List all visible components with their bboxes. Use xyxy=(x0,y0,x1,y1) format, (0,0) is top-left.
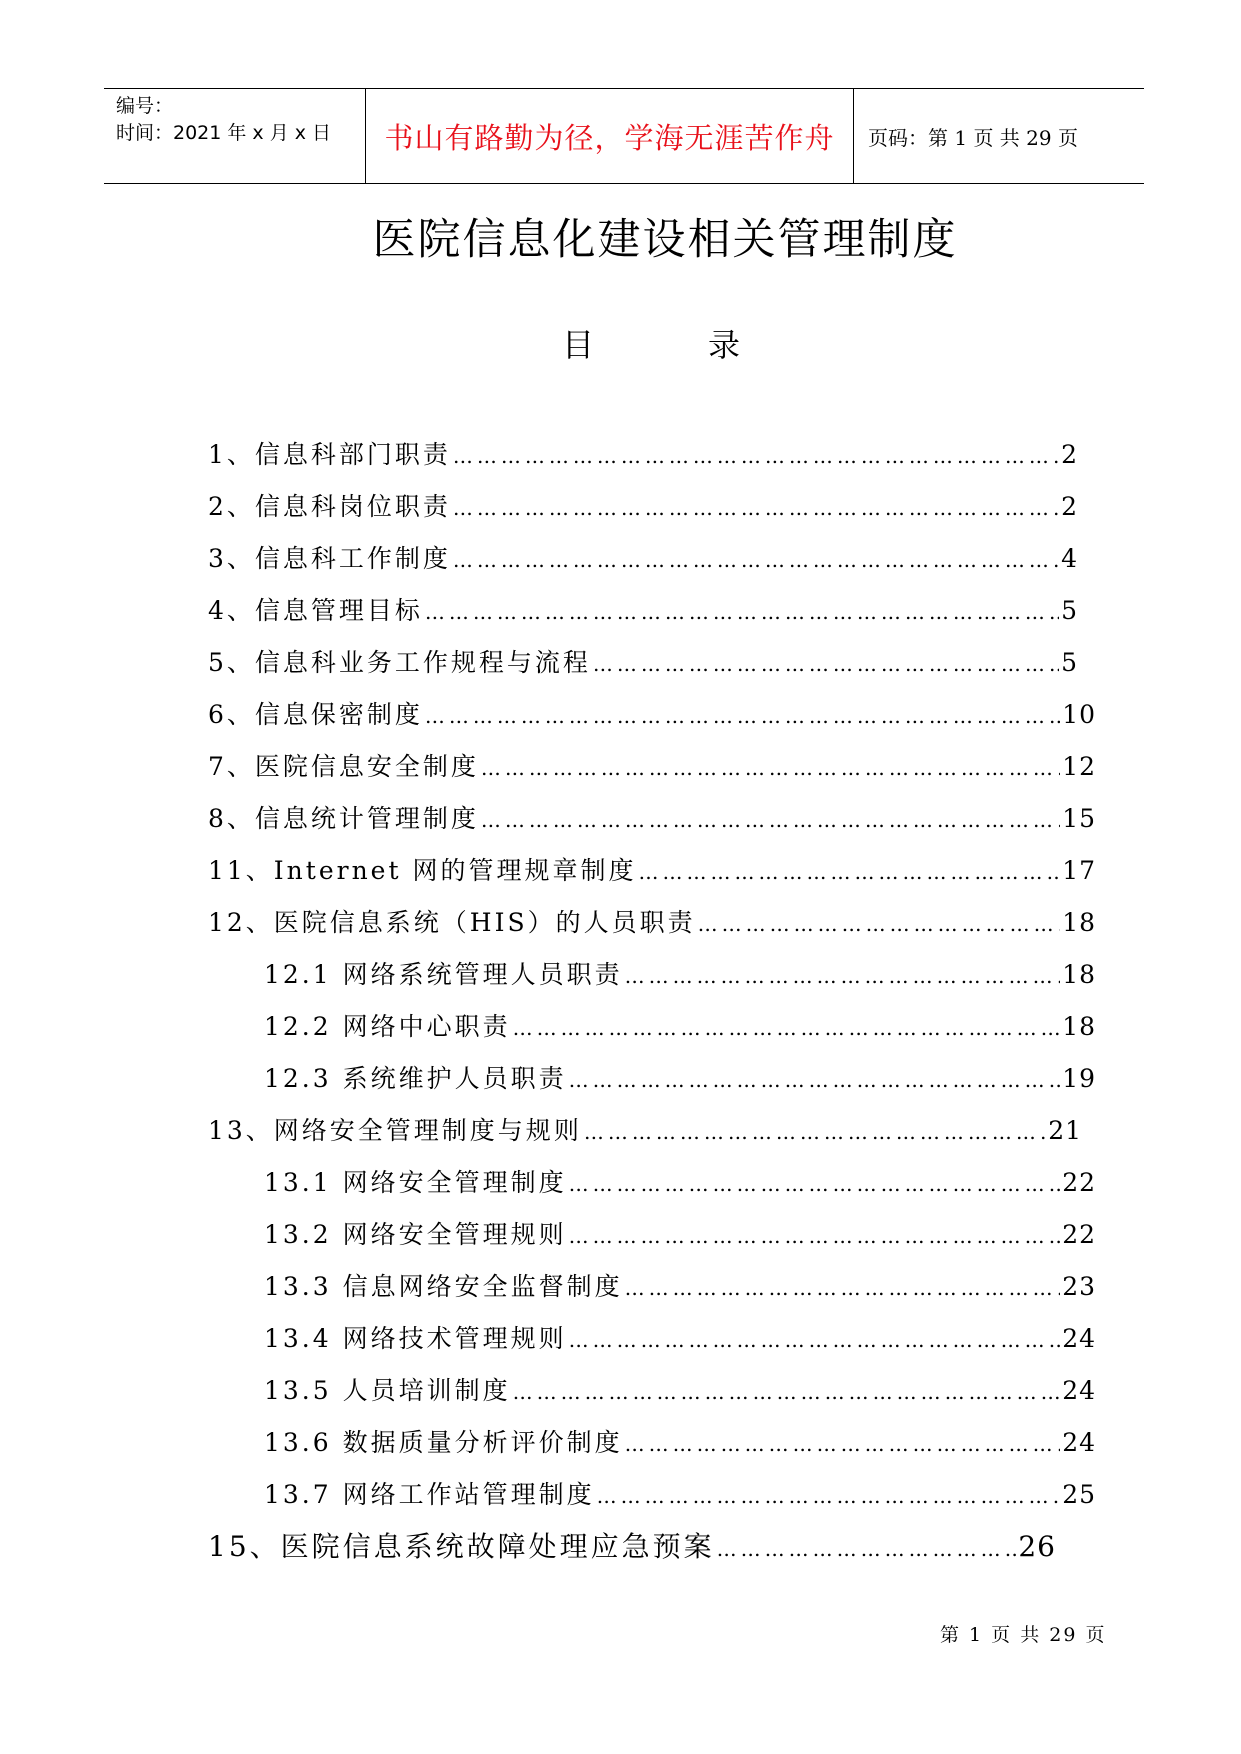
toc-leader xyxy=(584,1120,1046,1144)
toc-entry-page: 12 xyxy=(1062,752,1096,781)
toc-entry[interactable] xyxy=(264,1163,1096,1199)
toc-entry-page: 5 xyxy=(1061,648,1078,677)
toc-leader xyxy=(625,1432,1061,1456)
toc-leader xyxy=(569,1224,1061,1248)
toc-entry-page: 17 xyxy=(1062,856,1096,885)
toc-leader xyxy=(638,860,1060,884)
toc-entry-label: 12、医院信息系统（HIS）的人员职责 xyxy=(208,908,696,937)
toc-entry[interactable] xyxy=(208,695,1096,731)
toc-entry[interactable] xyxy=(264,1007,1096,1043)
toc-entry[interactable] xyxy=(264,1319,1096,1355)
toc-entry[interactable] xyxy=(264,1475,1096,1511)
toc-entry-page: 2 xyxy=(1061,440,1078,469)
toc-entry-label: 2、信息科岗位职责 xyxy=(208,492,451,521)
toc-leader xyxy=(569,1172,1061,1196)
toc-entry-label: 3、信息科工作制度 xyxy=(208,544,451,573)
toc-entry[interactable] xyxy=(264,1371,1096,1407)
toc-entry-label: 12.1 网络系统管理人员职责 xyxy=(264,960,623,989)
toc-entry-page: 24 xyxy=(1062,1376,1096,1405)
toc-leader xyxy=(425,600,1059,624)
header-page-info xyxy=(854,89,1144,183)
toc-leader xyxy=(625,964,1061,988)
toc-entry-page: 25 xyxy=(1062,1480,1096,1509)
toc-entry-label: 13.4 网络技术管理规则 xyxy=(264,1324,567,1353)
page-header xyxy=(104,88,1144,184)
header-meta xyxy=(104,89,366,183)
toc-entry-label: 5、信息科业务工作规程与流程 xyxy=(208,648,591,677)
toc-entry[interactable] xyxy=(264,955,1096,991)
toc-entry-page: 24 xyxy=(1062,1428,1096,1457)
toc-leader xyxy=(698,912,1061,936)
toc-entry[interactable] xyxy=(208,591,1078,627)
toc-entry-page: 2 xyxy=(1061,492,1078,521)
toc-leader xyxy=(481,756,1060,780)
toc-entry-label: 15、医院信息系统故障处理应急预案 xyxy=(208,1530,715,1563)
toc-entry-label: 13.3 信息网络安全监督制度 xyxy=(264,1272,623,1301)
header-motto xyxy=(366,89,854,183)
toc-entry[interactable] xyxy=(208,799,1096,835)
toc-leader xyxy=(597,1484,1061,1508)
toc-entry[interactable] xyxy=(208,1525,1056,1565)
toc-leader xyxy=(593,652,1059,676)
toc-entry-page: 15 xyxy=(1062,804,1096,833)
document-number-label: 编号： xyxy=(116,95,174,117)
toc-entry-page: 26 xyxy=(1018,1530,1056,1563)
toc-entry-label: 8、信息统计管理制度 xyxy=(208,804,479,833)
document-title-text: 医院信息化建设相关管理制度 xyxy=(372,215,958,265)
toc-entry-page: 18 xyxy=(1062,960,1096,989)
toc-entry-label: 6、信息保密制度 xyxy=(208,700,423,729)
toc-entry[interactable] xyxy=(208,435,1078,471)
toc-entry-label: 13.6 数据质量分析评价制度 xyxy=(264,1428,623,1457)
toc-entry-page: 23 xyxy=(1062,1272,1096,1301)
toc-entry[interactable] xyxy=(208,903,1096,939)
toc-entry[interactable] xyxy=(208,539,1078,575)
toc-leader xyxy=(513,1016,1061,1040)
toc-entry[interactable] xyxy=(208,643,1078,679)
toc-entry[interactable] xyxy=(208,747,1096,783)
toc-entry-page: 19 xyxy=(1062,1064,1096,1093)
toc-entry-page: 22 xyxy=(1062,1168,1096,1197)
toc-entry-label: 13.5 人员培训制度 xyxy=(264,1376,511,1405)
toc-leader xyxy=(425,704,1060,728)
toc-leader xyxy=(453,496,1059,520)
toc-entry-label: 4、信息管理目标 xyxy=(208,596,423,625)
toc-entry-page: 5 xyxy=(1061,596,1078,625)
toc-leader xyxy=(717,1537,1017,1561)
toc-entry-label: 12.2 网络中心职责 xyxy=(264,1012,511,1041)
toc-leader xyxy=(453,444,1059,468)
footer-page-number: 第 1 页 共 29 页 xyxy=(940,1624,1107,1646)
toc-entry-label: 13.2 网络安全管理规则 xyxy=(264,1220,567,1249)
toc-entry[interactable] xyxy=(208,487,1078,523)
motto-text: 书山有路勤为径，学海无涯苦作舟 xyxy=(384,120,835,155)
toc-entry-page: 24 xyxy=(1062,1324,1096,1353)
page-info-text: 页码：第 1 页 共 29 页 xyxy=(868,125,1078,150)
toc-leader xyxy=(625,1276,1061,1300)
toc-entry-label: 13.7 网络工作站管理制度 xyxy=(264,1480,595,1509)
toc-entry[interactable] xyxy=(264,1423,1096,1459)
toc-entry-label: 12.3 系统维护人员职责 xyxy=(264,1064,567,1093)
document-date: 时间：2021 年 x 月 x 日 xyxy=(116,122,332,144)
toc-entry-label: 1、信息科部门职责 xyxy=(208,440,451,469)
toc-leader xyxy=(569,1068,1061,1092)
toc-entry-label: 7、医院信息安全制度 xyxy=(208,752,479,781)
toc-entry-page: 10 xyxy=(1062,700,1096,729)
toc-leader xyxy=(453,548,1059,572)
toc-entry-label: 13、网络安全管理制度与规则 xyxy=(208,1116,582,1145)
toc-entry-page: 4 xyxy=(1061,544,1078,573)
toc-entry-page: 18 xyxy=(1062,908,1096,937)
toc-entry[interactable] xyxy=(208,851,1096,887)
toc-leader xyxy=(569,1328,1061,1352)
toc-entry[interactable] xyxy=(264,1267,1096,1303)
toc-entry-label: 13.1 网络安全管理制度 xyxy=(264,1168,567,1197)
toc-heading-char-1: 目 xyxy=(562,326,595,364)
toc-leader xyxy=(481,808,1060,832)
page-footer xyxy=(940,1620,1106,1647)
toc-entry-page: 18 xyxy=(1062,1012,1096,1041)
toc-entry-page: 22 xyxy=(1062,1220,1096,1249)
toc-entry[interactable] xyxy=(208,1111,1082,1147)
toc-entry-label: 11、Internet 网的管理规章制度 xyxy=(208,856,637,885)
document-title xyxy=(0,206,1241,267)
toc-leader xyxy=(513,1380,1061,1404)
toc-entry[interactable] xyxy=(264,1059,1096,1095)
toc-entry-page: 21 xyxy=(1048,1116,1082,1145)
toc-heading-char-2: 录 xyxy=(708,326,741,364)
toc-entry[interactable] xyxy=(264,1215,1096,1251)
